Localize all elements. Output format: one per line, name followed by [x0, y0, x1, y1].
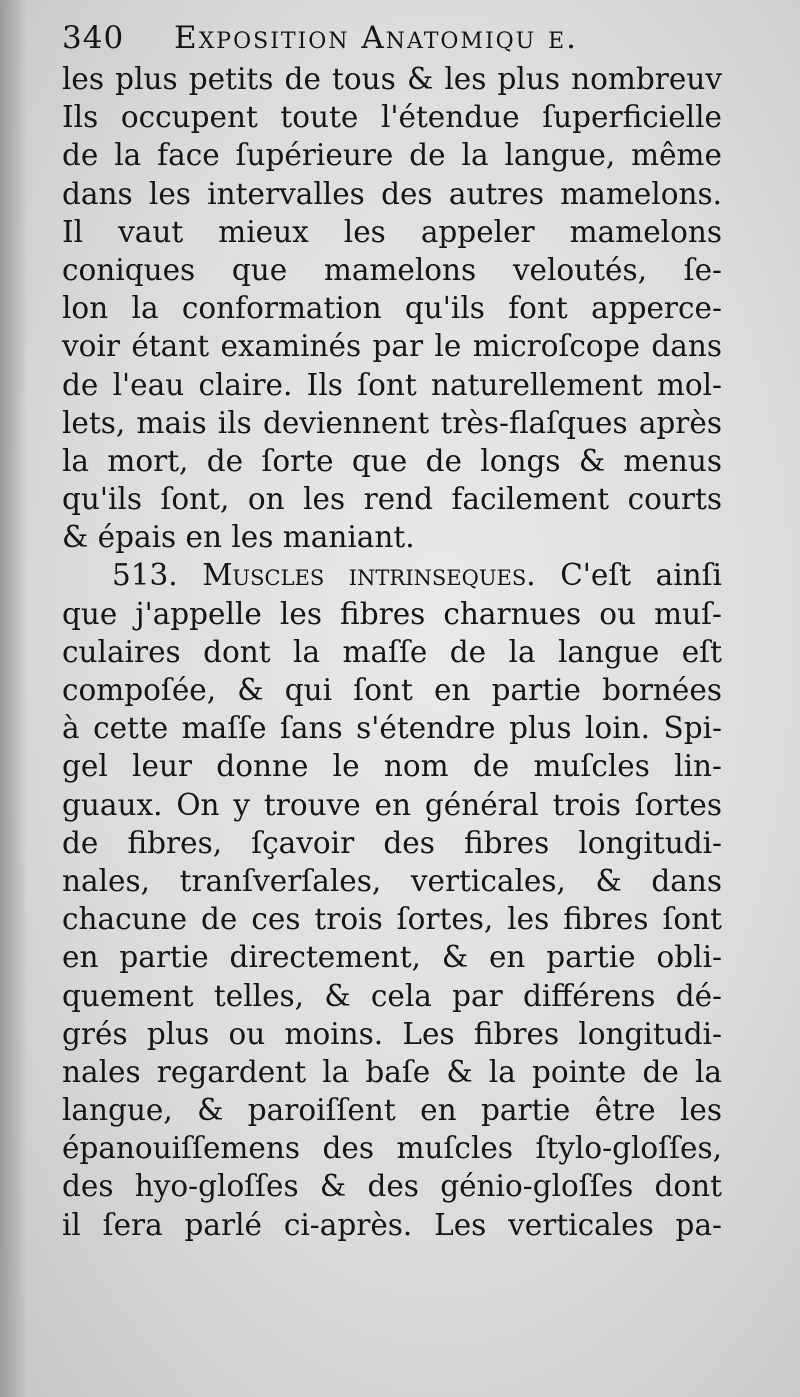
- section-heading: Muscles intrinseques.: [202, 558, 536, 593]
- text-line: lon la conformation qu'ils font apperce-: [62, 291, 722, 326]
- text-line: des hyo-gloſſes & des génio-gloſſes dont: [62, 1169, 722, 1204]
- text-line: lets, mais ils deviennent très-flaſques après: [62, 405, 722, 440]
- text-line: de l'eau claire. Ils ſont naturellement mol-: [62, 367, 722, 402]
- page-number: 340: [62, 20, 125, 56]
- page-header: [62, 16, 722, 64]
- text-line: il ſera parlé ci-après. Les verticales pa-: [62, 1207, 722, 1242]
- text-line: épanouiſſemens des muſcles ſtylo-gloſſes,: [62, 1131, 722, 1166]
- text-line: nales, tranſverſales, verticales, & dans: [62, 863, 722, 898]
- text-line: que j'appelle les fibres charnues ou muſ-: [62, 596, 722, 631]
- text-line: dans les intervalles des autres mamelons.: [62, 176, 722, 211]
- section-first-line: C'eſt ainſi: [560, 558, 722, 593]
- text-line: voir étant examinés par le microſcope dans: [62, 329, 722, 364]
- text-line: de la face ſupérieure de la langue, même: [62, 138, 722, 173]
- text-line: coniques que mamelons veloutés, ſe-: [62, 252, 722, 287]
- text-line: Il vaut mieux les appeler mamelons: [62, 214, 722, 249]
- text-line: chacune de ces trois ſortes, les fibres ſont: [62, 902, 722, 937]
- text-line: langue, & paroiſſent en partie être les: [62, 1093, 722, 1128]
- body-text: [62, 60, 722, 1244]
- section-heading-line: [62, 556, 722, 594]
- text-line: en partie directement, & en partie obli-: [62, 940, 722, 975]
- running-title: Exposition Anatomiqu e.: [174, 20, 578, 56]
- text-line: guaux. On y trouve en général trois ſortes: [62, 787, 722, 822]
- text-line: quement telles, & cela par différens dé-: [62, 978, 722, 1013]
- text-line: & épais en les maniant.: [62, 520, 415, 555]
- text-line: qu'ils ſont, on les rend facilement courts: [62, 482, 722, 517]
- section-number: 513.: [112, 558, 178, 593]
- text-line: à cette maſſe ſans s'étendre plus loin. Spi-: [62, 711, 722, 746]
- text-line: la mort, de ſorte que de longs & menus: [62, 443, 722, 478]
- text-line: grés plus ou moins. Les fibres longitudi-: [62, 1016, 722, 1051]
- text-line: Ils occupent toute l'étendue ſuperficielle: [62, 100, 722, 135]
- text-line: nales regardent la baſe & la pointe de la: [62, 1054, 722, 1089]
- text-line: de fibres, ſçavoir des fibres longitudi-: [62, 825, 722, 860]
- page-fold-shadow: [0, 0, 28, 1397]
- text-line: gel leur donne le nom de muſcles lin-: [62, 749, 722, 784]
- text-line: culaires dont la maſſe de la langue eſt: [62, 634, 722, 669]
- text-line: compoſée, & qui ſont en partie bornées: [62, 673, 722, 707]
- text-line: les plus petits de tous & les plus nombreuv: [62, 62, 722, 96]
